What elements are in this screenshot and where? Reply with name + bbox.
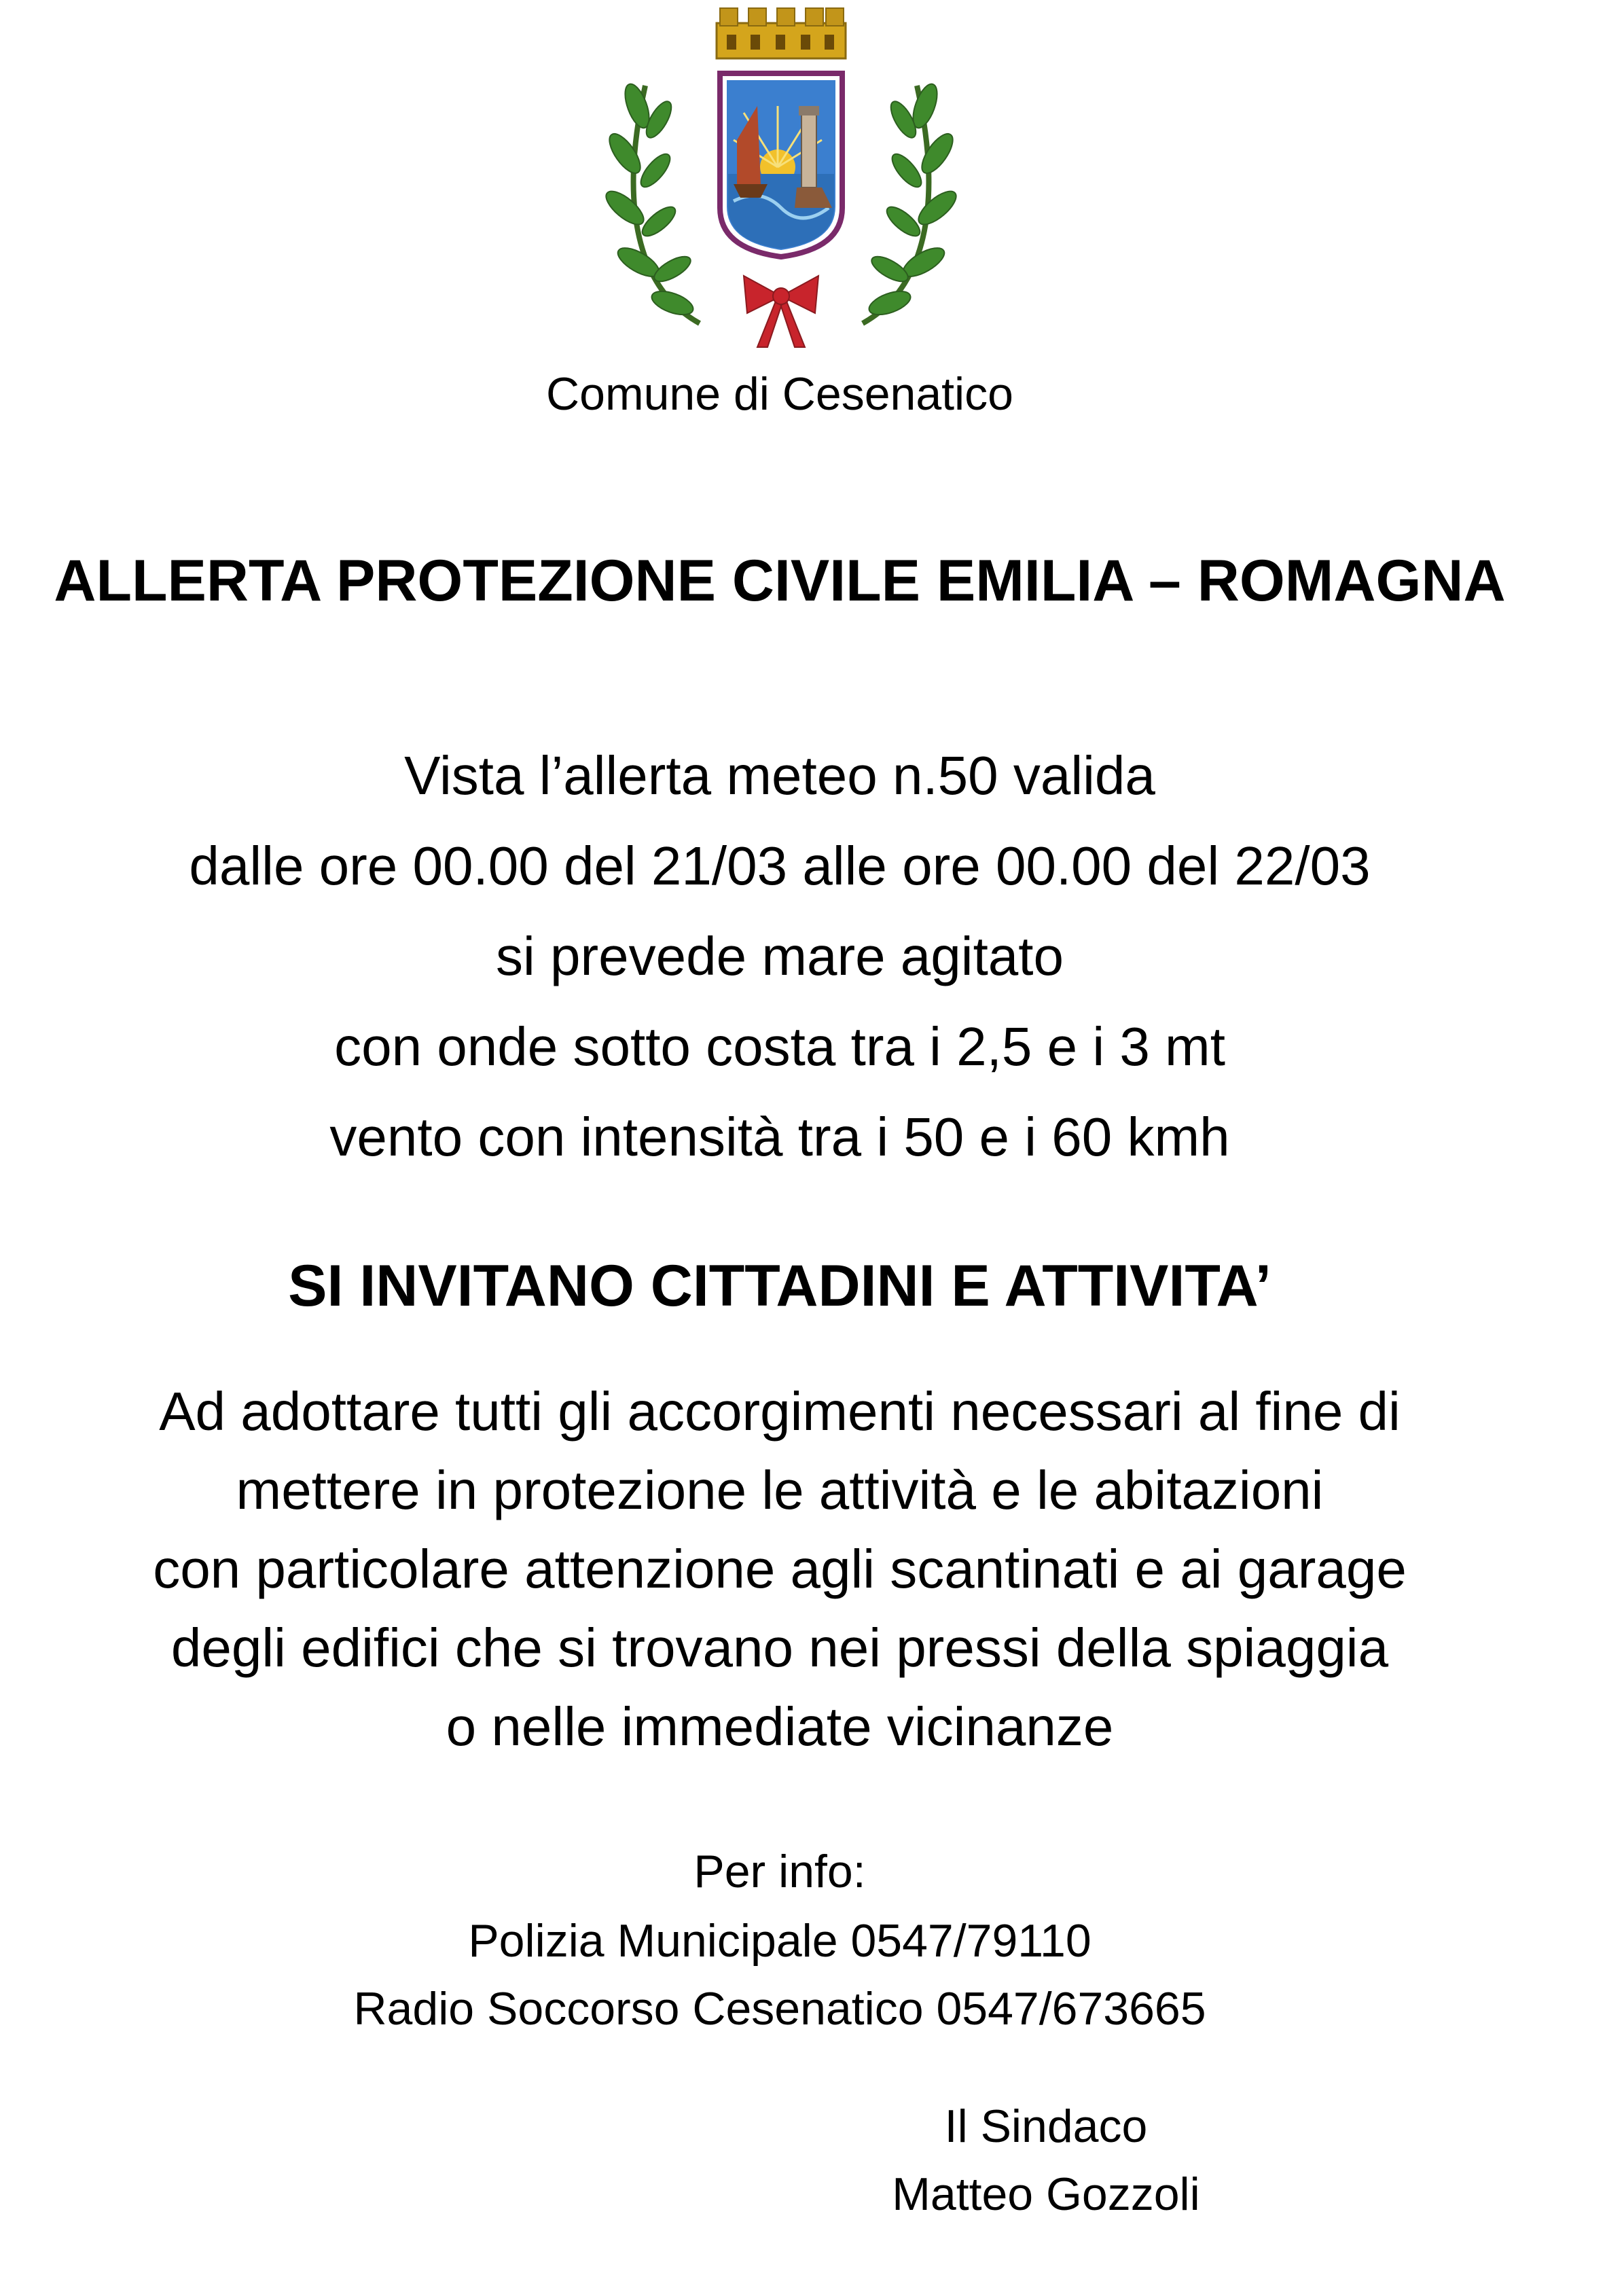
contact-line: Polizia Municipale 0547/79110 (468, 1915, 1091, 1967)
info-title: Per info: (693, 1846, 866, 1897)
alert-details (0, 730, 1559, 1182)
invite-line: Ad adottare tutti gli accorgimenti necessari al fine di (159, 1381, 1401, 1442)
signature-block (863, 2092, 1229, 2228)
invite-paragraph (0, 1372, 1559, 1766)
invite-line: degli edifici che si trovano nei pressi della spiaggia (170, 1617, 1389, 1678)
signature-name: Matteo Gozzoli (892, 2168, 1200, 2220)
shield-icon (720, 73, 842, 257)
alert-line: dalle ore 00.00 del 21/03 alle ore 00.00 del 22/03 (189, 836, 1371, 896)
alert-line: vento con intensità tra i 50 e i 60 kmh (329, 1107, 1230, 1167)
municipality-name: Comune di Cesenatico (546, 368, 1013, 420)
laurel-right-icon (863, 81, 961, 323)
alert-line: Vista l’allerta meteo n.50 valida (404, 745, 1155, 806)
contact-line: Radio Soccorso Cesenatico 0547/673665 (353, 1983, 1206, 2035)
info-contacts (0, 1907, 1559, 2043)
laurel-left-icon (601, 81, 700, 323)
alert-line: si prevede mare agitato (495, 926, 1064, 986)
alert-line: con onde sotto costa tra i 2,5 e i 3 mt (334, 1016, 1225, 1077)
invite-line: mettere in protezione le attività e le abitazioni (236, 1460, 1324, 1520)
invite-heading: SI INVITANO CITTADINI E ATTIVITA’ (288, 1253, 1271, 1319)
alert-headline: ALLERTA PROTEZIONE CIVILE EMILIA – ROMAGNA (54, 548, 1506, 613)
signature-role: Il Sindaco (944, 2100, 1148, 2152)
invite-line: con particolare attenzione agli scantinati e ai garage (153, 1539, 1407, 1599)
coat-of-arms-icon (598, 4, 964, 357)
ribbon-icon (744, 276, 818, 347)
invite-line: o nelle immediate vicinanze (446, 1696, 1114, 1757)
crown-icon (717, 8, 846, 58)
